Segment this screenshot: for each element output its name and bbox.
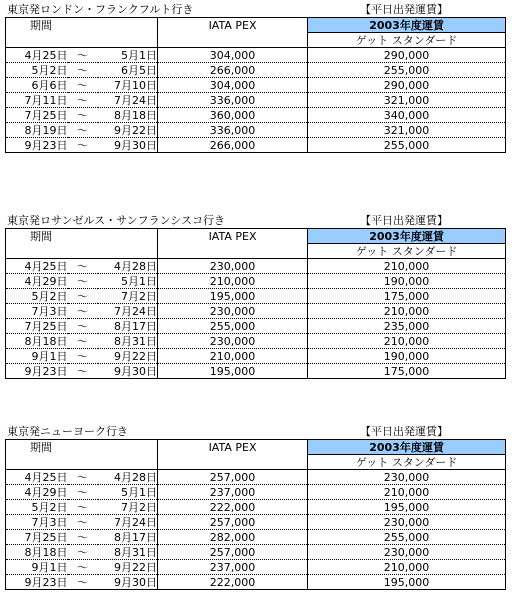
- iata-pex-value: 222,000: [158, 500, 308, 515]
- table-row: [6, 515, 506, 530]
- iata-pex-value: 222,000: [158, 575, 308, 590]
- table-row: [6, 334, 506, 349]
- iata-pex-value: 266,000: [158, 63, 308, 78]
- period-header: 期間: [6, 440, 158, 455]
- iata-pex-header: IATA PEX: [158, 440, 308, 455]
- header-row: [6, 18, 506, 33]
- route-title: 東京発ロサンゼルス・サンフランシスコ行き: [7, 214, 225, 227]
- iata-pex-spacer: [158, 455, 308, 470]
- iata-pex-value: 195,000: [158, 364, 308, 379]
- fare-section: [5, 214, 505, 379]
- fare-2003-value: 195,000: [308, 500, 506, 515]
- iata-pex-value: 210,000: [158, 274, 308, 289]
- tilde: ～: [68, 364, 98, 379]
- iata-pex-value: 210,000: [158, 349, 308, 364]
- table-row: [6, 530, 506, 545]
- to-date: 7月10日: [98, 78, 158, 93]
- iata-pex-value: 304,000: [158, 78, 308, 93]
- fare-2003-header: 2003年度運賃: [308, 18, 506, 33]
- fare-2003-value: 230,000: [308, 545, 506, 560]
- iata-pex-value: 257,000: [158, 515, 308, 530]
- tilde: ～: [68, 304, 98, 319]
- tilde: ～: [68, 560, 98, 575]
- to-date: 5月1日: [98, 274, 158, 289]
- route-title: 東京発ニューヨーク行き: [7, 425, 128, 438]
- table-row: [6, 485, 506, 500]
- from-date: 4月29日: [6, 274, 68, 289]
- tilde: ～: [68, 78, 98, 93]
- tilde: ～: [68, 319, 98, 334]
- fare-2003-value: 290,000: [308, 48, 506, 63]
- tilde: ～: [68, 575, 98, 590]
- iata-pex-value: 336,000: [158, 93, 308, 108]
- iata-pex-value: 230,000: [158, 304, 308, 319]
- subheader-row: [6, 244, 506, 259]
- tilde: ～: [68, 274, 98, 289]
- to-date: 9月30日: [98, 364, 158, 379]
- header-row: [6, 229, 506, 244]
- route-title: 東京発ロンドン・フランクフルト行き: [7, 3, 194, 16]
- table-row: [6, 319, 506, 334]
- from-date: 7月3日: [6, 515, 68, 530]
- to-date: 8月18日: [98, 108, 158, 123]
- table-row: [6, 108, 506, 123]
- to-date: 9月22日: [98, 349, 158, 364]
- table-row: [6, 575, 506, 590]
- from-date: 9月23日: [6, 138, 68, 153]
- iata-pex-value: 257,000: [158, 470, 308, 485]
- get-standard-header: ゲット スタンダード: [308, 33, 506, 48]
- tilde: ～: [68, 485, 98, 500]
- fare-2003-value: 210,000: [308, 485, 506, 500]
- fare-2003-header: 2003年度運賃: [308, 440, 506, 455]
- from-date: 9月23日: [6, 575, 68, 590]
- table-row: [6, 63, 506, 78]
- to-date: 5月1日: [98, 48, 158, 63]
- table-row: [6, 123, 506, 138]
- period-header-spacer: [6, 244, 158, 259]
- iata-pex-value: 336,000: [158, 123, 308, 138]
- to-date: 5月1日: [98, 485, 158, 500]
- table-row: [6, 93, 506, 108]
- to-date: 7月24日: [98, 515, 158, 530]
- fare-2003-value: 175,000: [308, 364, 506, 379]
- to-date: 6月5日: [98, 63, 158, 78]
- section-title: [5, 3, 505, 17]
- from-date: 8月18日: [6, 545, 68, 560]
- table-row: [6, 274, 506, 289]
- fare-2003-value: 321,000: [308, 123, 506, 138]
- iata-pex-header: IATA PEX: [158, 229, 308, 244]
- tilde: ～: [68, 470, 98, 485]
- tilde: ～: [68, 48, 98, 63]
- from-date: 8月18日: [6, 334, 68, 349]
- fare-2003-value: 190,000: [308, 349, 506, 364]
- to-date: 4月28日: [98, 470, 158, 485]
- get-standard-header: ゲット スタンダード: [308, 244, 506, 259]
- tilde: ～: [68, 515, 98, 530]
- from-date: 5月2日: [6, 289, 68, 304]
- iata-pex-value: 255,000: [158, 319, 308, 334]
- table-row: [6, 560, 506, 575]
- section-title: [5, 425, 505, 439]
- tilde: ～: [68, 259, 98, 274]
- tilde: ～: [68, 545, 98, 560]
- iata-pex-value: 304,000: [158, 48, 308, 63]
- fare-2003-value: 230,000: [308, 470, 506, 485]
- fare-2003-value: 190,000: [308, 274, 506, 289]
- fare-table: [5, 228, 506, 379]
- from-date: 5月2日: [6, 500, 68, 515]
- fare-2003-value: 230,000: [308, 515, 506, 530]
- to-date: 8月17日: [98, 530, 158, 545]
- fare-2003-value: 195,000: [308, 575, 506, 590]
- fare-2003-value: 255,000: [308, 63, 506, 78]
- from-date: 5月2日: [6, 63, 68, 78]
- from-date: 4月29日: [6, 485, 68, 500]
- fare-2003-value: 321,000: [308, 93, 506, 108]
- tilde: ～: [68, 123, 98, 138]
- to-date: 4月28日: [98, 259, 158, 274]
- weekday-fare-tag: 【平日出発運賃】: [360, 425, 448, 438]
- table-row: [6, 545, 506, 560]
- to-date: 8月17日: [98, 319, 158, 334]
- from-date: 7月11日: [6, 93, 68, 108]
- get-standard-header: ゲット スタンダード: [308, 455, 506, 470]
- from-date: 4月25日: [6, 48, 68, 63]
- iata-pex-value: 266,000: [158, 138, 308, 153]
- fare-2003-value: 210,000: [308, 304, 506, 319]
- from-date: 6月6日: [6, 78, 68, 93]
- to-date: 7月24日: [98, 93, 158, 108]
- tilde: ～: [68, 289, 98, 304]
- to-date: 9月30日: [98, 575, 158, 590]
- iata-pex-value: 195,000: [158, 289, 308, 304]
- period-header-spacer: [6, 33, 158, 48]
- from-date: 9月23日: [6, 364, 68, 379]
- table-row: [6, 500, 506, 515]
- from-date: 7月3日: [6, 304, 68, 319]
- to-date: 9月22日: [98, 560, 158, 575]
- tilde: ～: [68, 334, 98, 349]
- tilde: ～: [68, 108, 98, 123]
- to-date: 7月2日: [98, 289, 158, 304]
- from-date: 8月19日: [6, 123, 68, 138]
- fare-2003-value: 210,000: [308, 334, 506, 349]
- fare-table: [5, 439, 506, 590]
- fare-2003-value: 210,000: [308, 259, 506, 274]
- fare-2003-header: 2003年度運賃: [308, 229, 506, 244]
- table-row: [6, 259, 506, 274]
- fare-2003-value: 210,000: [308, 560, 506, 575]
- fare-2003-value: 290,000: [308, 78, 506, 93]
- iata-pex-value: 257,000: [158, 545, 308, 560]
- iata-pex-value: 230,000: [158, 259, 308, 274]
- from-date: 7月25日: [6, 530, 68, 545]
- subheader-row: [6, 33, 506, 48]
- fare-2003-value: 175,000: [308, 289, 506, 304]
- table-row: [6, 289, 506, 304]
- iata-pex-value: 230,000: [158, 334, 308, 349]
- iata-pex-spacer: [158, 244, 308, 259]
- subheader-row: [6, 455, 506, 470]
- period-header: 期間: [6, 229, 158, 244]
- iata-pex-spacer: [158, 33, 308, 48]
- period-header-spacer: [6, 455, 158, 470]
- tilde: ～: [68, 93, 98, 108]
- from-date: 4月25日: [6, 470, 68, 485]
- to-date: 8月31日: [98, 334, 158, 349]
- tilde: ～: [68, 530, 98, 545]
- fare-2003-value: 340,000: [308, 108, 506, 123]
- iata-pex-value: 237,000: [158, 485, 308, 500]
- section-title: [5, 214, 505, 228]
- iata-pex-value: 360,000: [158, 108, 308, 123]
- period-header: 期間: [6, 18, 158, 33]
- tilde: ～: [68, 63, 98, 78]
- to-date: 8月31日: [98, 545, 158, 560]
- from-date: 7月25日: [6, 108, 68, 123]
- fare-table: [5, 17, 506, 153]
- tilde: ～: [68, 138, 98, 153]
- from-date: 7月25日: [6, 319, 68, 334]
- table-row: [6, 48, 506, 63]
- iata-pex-header: IATA PEX: [158, 18, 308, 33]
- table-row: [6, 364, 506, 379]
- weekday-fare-tag: 【平日出発運賃】: [360, 3, 448, 16]
- table-row: [6, 78, 506, 93]
- to-date: 7月24日: [98, 304, 158, 319]
- from-date: 4月25日: [6, 259, 68, 274]
- to-date: 9月30日: [98, 138, 158, 153]
- from-date: 9月1日: [6, 349, 68, 364]
- to-date: 9月22日: [98, 123, 158, 138]
- tilde: ～: [68, 349, 98, 364]
- header-row: [6, 440, 506, 455]
- weekday-fare-tag: 【平日出発運賃】: [360, 214, 448, 227]
- fare-2003-value: 235,000: [308, 319, 506, 334]
- table-row: [6, 304, 506, 319]
- fare-section: [5, 425, 505, 590]
- table-row: [6, 138, 506, 153]
- iata-pex-value: 237,000: [158, 560, 308, 575]
- to-date: 7月2日: [98, 500, 158, 515]
- fare-section: [5, 3, 505, 153]
- table-row: [6, 349, 506, 364]
- iata-pex-value: 282,000: [158, 530, 308, 545]
- tilde: ～: [68, 500, 98, 515]
- fare-2003-value: 255,000: [308, 138, 506, 153]
- from-date: 9月1日: [6, 560, 68, 575]
- table-row: [6, 470, 506, 485]
- fare-2003-value: 255,000: [308, 530, 506, 545]
